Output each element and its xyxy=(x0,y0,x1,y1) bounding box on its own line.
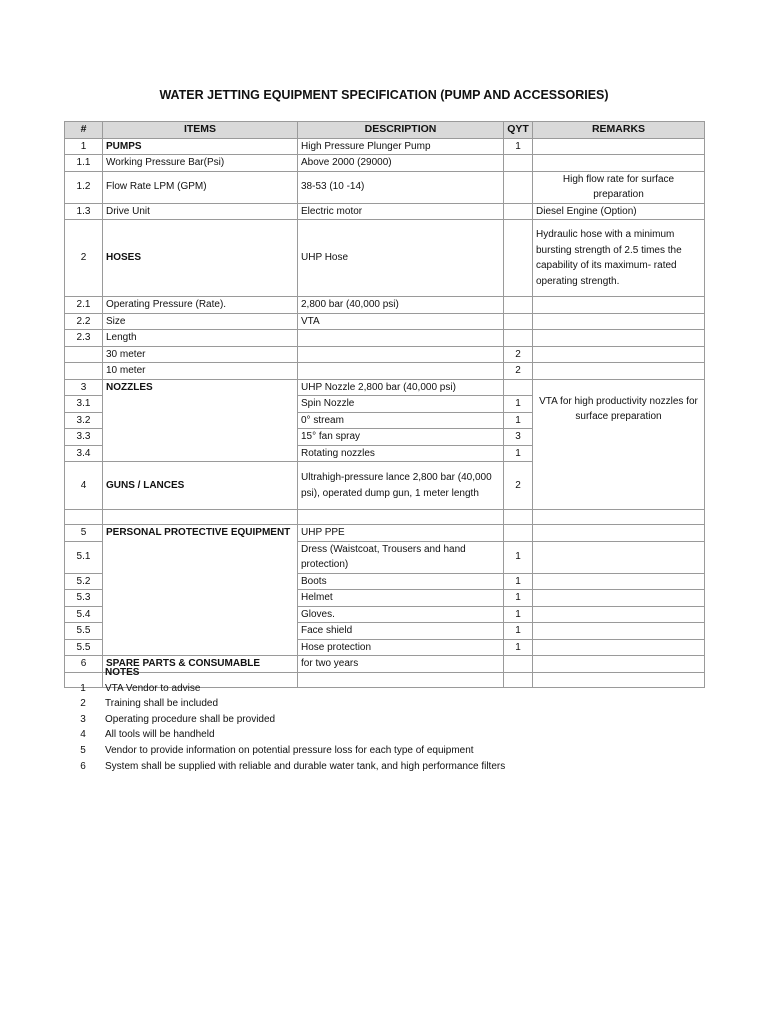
table-row xyxy=(65,297,705,314)
row-item: 30 meter xyxy=(103,346,298,363)
row-description: 2,800 bar (40,000 psi) xyxy=(298,297,504,314)
row-number: 3.4 xyxy=(65,445,103,462)
row-remarks xyxy=(533,541,705,573)
row-item: PERSONAL PROTECTIVE EQUIPMENT xyxy=(103,525,298,656)
table-row xyxy=(65,138,705,155)
row-remarks: Diesel Engine (Option) xyxy=(533,203,705,220)
row-number: 5.4 xyxy=(65,606,103,623)
row-qty: 1 xyxy=(504,541,533,573)
note-number: 6 xyxy=(80,760,86,772)
col-header-number: # xyxy=(65,122,103,139)
row-number: 3.2 xyxy=(65,412,103,429)
row-number: 2.3 xyxy=(65,330,103,347)
row-number: 5.3 xyxy=(65,590,103,607)
row-qty: 2 xyxy=(504,346,533,363)
table-row xyxy=(65,220,705,297)
note-number: 2 xyxy=(80,698,86,710)
row-remarks xyxy=(533,330,705,347)
row-item: 10 meter xyxy=(103,363,298,380)
row-number: 3 xyxy=(65,379,103,396)
row-number: 3.1 xyxy=(65,396,103,413)
row-qty: 1 xyxy=(504,138,533,155)
row-remarks: VTA for high productivity nozzles for surface preparation xyxy=(533,379,705,510)
row-item: Operating Pressure (Rate). xyxy=(103,297,298,314)
row-number: 1.1 xyxy=(65,155,103,172)
note-text: System shall be supplied with reliable and durable water tank, and high performance filters xyxy=(105,760,506,772)
notes-heading-row xyxy=(64,665,704,681)
row-remarks xyxy=(533,297,705,314)
row-description: 0° stream xyxy=(298,412,504,429)
row-remarks: High flow rate for surface preparation xyxy=(533,171,705,203)
row-qty xyxy=(504,155,533,172)
note-item xyxy=(64,696,704,712)
row-description: VTA xyxy=(298,313,504,330)
row-description: Ultrahigh-pressure lance 2,800 bar (40,000 psi), operated dump gun, 1 meter length xyxy=(298,462,504,510)
note-number: 5 xyxy=(80,744,86,756)
row-item: GUNS / LANCES xyxy=(103,462,298,510)
note-number: 1 xyxy=(80,682,86,694)
row-description: Hose protection xyxy=(298,639,504,656)
row-description: UHP Hose xyxy=(298,220,504,297)
row-description: Gloves. xyxy=(298,606,504,623)
notes-section xyxy=(64,665,704,774)
table-row xyxy=(65,363,705,380)
row-number: 4 xyxy=(65,462,103,510)
table-row-empty xyxy=(65,510,705,525)
row-qty: 1 xyxy=(504,623,533,640)
row-description: Above 2000 (29000) xyxy=(298,155,504,172)
row-remarks xyxy=(533,313,705,330)
row-qty: 3 xyxy=(504,429,533,446)
table-row xyxy=(65,330,705,347)
row-number: 2.1 xyxy=(65,297,103,314)
row-description: Electric motor xyxy=(298,203,504,220)
note-number: 4 xyxy=(80,729,86,741)
row-qty: 2 xyxy=(504,462,533,510)
row-qty xyxy=(504,330,533,347)
row-number: 5.1 xyxy=(65,541,103,573)
table-row xyxy=(65,525,705,542)
row-remarks xyxy=(533,590,705,607)
row-number: 2 xyxy=(65,220,103,297)
specification-table xyxy=(64,121,705,688)
row-item: Length xyxy=(103,330,298,347)
row-remarks xyxy=(533,606,705,623)
row-description: High Pressure Plunger Pump xyxy=(298,138,504,155)
row-description: Spin Nozzle xyxy=(298,396,504,413)
table-row xyxy=(65,155,705,172)
row-qty: 1 xyxy=(504,606,533,623)
row-qty xyxy=(504,313,533,330)
row-qty xyxy=(504,220,533,297)
note-item xyxy=(64,743,704,759)
note-item xyxy=(64,681,704,697)
notes-heading: NOTES xyxy=(105,667,140,678)
row-remarks xyxy=(533,525,705,542)
row-number: 6 xyxy=(65,656,103,673)
row-number: 1 xyxy=(65,138,103,155)
row-number: 2.2 xyxy=(65,313,103,330)
row-qty: 2 xyxy=(504,363,533,380)
table-header-row xyxy=(65,122,705,139)
row-number: 5 xyxy=(65,525,103,542)
row-number xyxy=(65,346,103,363)
col-header-description: DESCRIPTION xyxy=(298,122,504,139)
row-qty: 1 xyxy=(504,445,533,462)
table-row xyxy=(65,313,705,330)
row-description: Boots xyxy=(298,573,504,590)
row-qty: 1 xyxy=(504,412,533,429)
note-item xyxy=(64,712,704,728)
row-number: 5.5 xyxy=(65,623,103,640)
note-item xyxy=(64,727,704,743)
row-remarks xyxy=(533,623,705,640)
row-item: PUMPS xyxy=(103,138,298,155)
row-description: 38-53 (10 -14) xyxy=(298,171,504,203)
row-description: Face shield xyxy=(298,623,504,640)
row-qty: 1 xyxy=(504,573,533,590)
note-item xyxy=(64,759,704,775)
col-header-items: ITEMS xyxy=(103,122,298,139)
row-number: 5.2 xyxy=(65,573,103,590)
table-row xyxy=(65,346,705,363)
row-remarks xyxy=(533,639,705,656)
table-row xyxy=(65,379,705,396)
col-header-qty: QYT xyxy=(504,122,533,139)
row-number: 3.3 xyxy=(65,429,103,446)
row-remarks xyxy=(533,155,705,172)
table-row xyxy=(65,171,705,203)
row-number: 1.2 xyxy=(65,171,103,203)
row-qty xyxy=(504,297,533,314)
row-remarks xyxy=(533,346,705,363)
row-description xyxy=(298,363,504,380)
row-item: Flow Rate LPM (GPM) xyxy=(103,171,298,203)
col-header-remarks: REMARKS xyxy=(533,122,705,139)
row-remarks xyxy=(533,138,705,155)
note-text: Training shall be included xyxy=(105,698,219,710)
row-remarks xyxy=(533,363,705,380)
row-qty: 1 xyxy=(504,396,533,413)
row-qty xyxy=(504,379,533,396)
row-description xyxy=(298,330,504,347)
row-remarks: Hydraulic hose with a minimum bursting strength of 2.5 times the capability of its maximum- rated operating strength. xyxy=(533,220,705,297)
note-text: VTA Vendor to advise xyxy=(105,682,201,694)
row-item: Size xyxy=(103,313,298,330)
row-item: SPARE PARTS & CONSUMABLE xyxy=(103,656,298,673)
row-description xyxy=(298,346,504,363)
row-description: UHP Nozzle 2,800 bar (40,000 psi) xyxy=(298,379,504,396)
row-item: Working Pressure Bar(Psi) xyxy=(103,155,298,172)
row-description: Dress (Waistcoat, Trousers and hand protection) xyxy=(298,541,504,573)
note-text: Vendor to provide information on potential pressure loss for each type of equipment xyxy=(105,744,474,756)
row-qty xyxy=(504,525,533,542)
row-remarks xyxy=(533,573,705,590)
note-text: Operating procedure shall be provided xyxy=(105,713,276,725)
row-description: 15° fan spray xyxy=(298,429,504,446)
row-number: 1.3 xyxy=(65,203,103,220)
row-description: UHP PPE xyxy=(298,525,504,542)
table-row xyxy=(65,203,705,220)
row-number xyxy=(65,363,103,380)
row-item: HOSES xyxy=(103,220,298,297)
row-qty xyxy=(504,171,533,203)
row-qty: 1 xyxy=(504,590,533,607)
document-title: WATER JETTING EQUIPMENT SPECIFICATION (PUMP AND ACCESSORIES) xyxy=(159,88,609,102)
row-item: NOZZLES xyxy=(103,379,298,462)
row-description: for two years xyxy=(298,656,504,673)
note-number: 3 xyxy=(80,713,86,725)
row-qty xyxy=(504,203,533,220)
row-description: Rotating nozzles xyxy=(298,445,504,462)
row-item: Drive Unit xyxy=(103,203,298,220)
note-text: All tools will be handheld xyxy=(105,729,215,741)
row-number: 5.5 xyxy=(65,639,103,656)
row-qty: 1 xyxy=(504,639,533,656)
row-description: Helmet xyxy=(298,590,504,607)
